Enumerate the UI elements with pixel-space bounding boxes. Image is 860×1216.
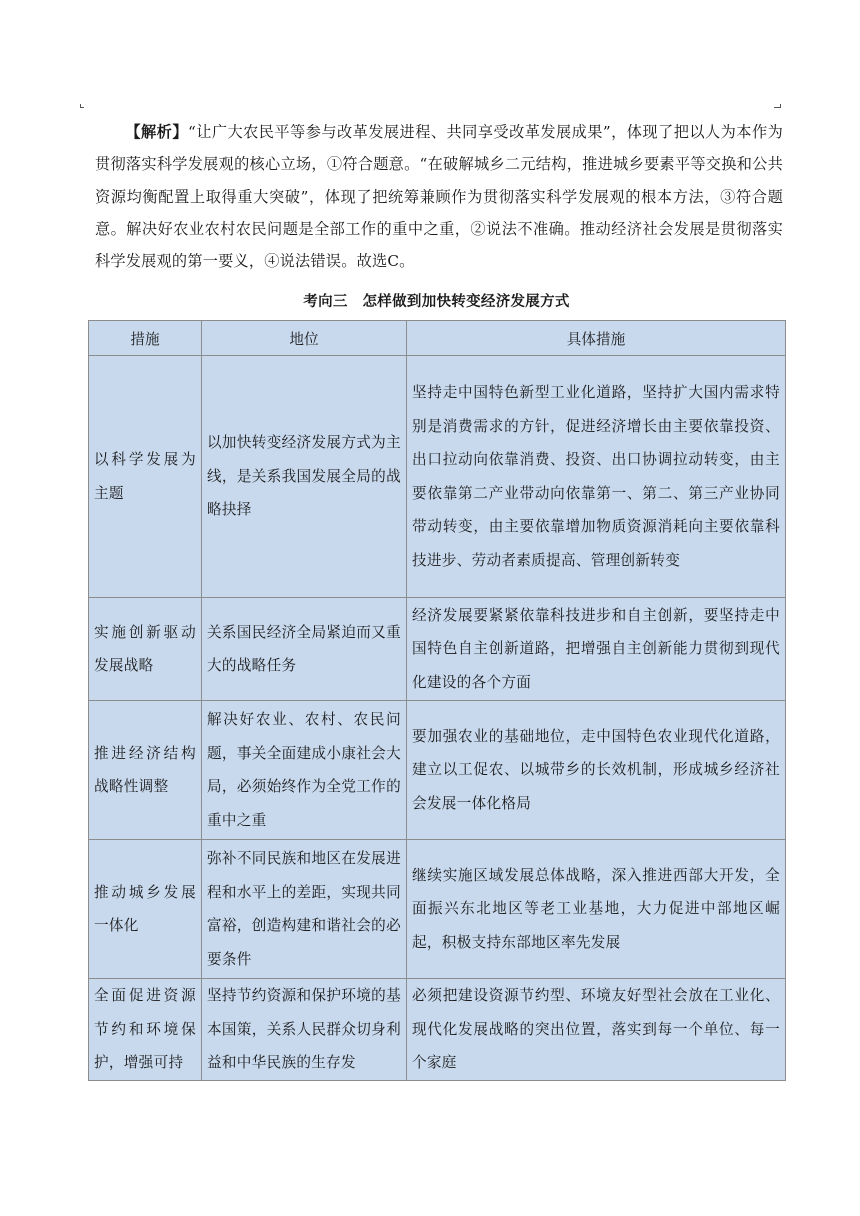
analysis-text: “让广大农民平等参与改革发展进程、共同享受改革发展成果”，体现了把以人为本作为贯彻落实科学发展观的核心立场，①符合题意。“在破解城乡二元结构，推进城乡要素平等交换和公共资源均衡配置上取得重大突破”，体现了把统筹兼顾作为贯彻落实科学发展观的根本方法，③符合题意。解决好农业农村农民问题是全部工作的重中之重，②说法不准确。推动经济社会发展是贯彻落实科学发展观的第一要义，④说法错误。故选C。: [95, 123, 783, 271]
table-row: [89, 840, 786, 979]
crop-mark-left: [80, 104, 84, 108]
cell-status: 关系国民经济全局紧迫而又重大的战略任务: [202, 598, 407, 701]
cell-measure: 以科学发展为主题: [89, 356, 202, 598]
cell-measure: 推进经济结构战略性调整: [89, 701, 202, 840]
table-row: [89, 598, 786, 701]
crop-mark-right: [774, 104, 781, 108]
cell-details: 经济发展要紧紧依靠科技进步和自主创新，要坚持走中国特色自主创新道路，把增强自主创新能力贯彻到现代化建设的各个方面: [407, 598, 786, 701]
table-title: 考向三 怎样做到加快转变经济发展方式: [303, 293, 570, 310]
analysis-paragraph: [95, 116, 783, 277]
table-row: [89, 979, 786, 1081]
analysis-label: 【解析】: [125, 123, 188, 141]
cell-measure: 推动城乡发展一体化: [89, 840, 202, 979]
table-row: [89, 356, 786, 598]
cell-status: 以加快转变经济发展方式为主线，是关系我国发展全局的战略抉择: [202, 356, 407, 598]
header-details: 具体措施: [407, 321, 786, 356]
cell-measure: 实施创新驱动发展战略: [89, 598, 202, 701]
cell-details: 要加强农业的基础地位，走中国特色农业现代化道路，建立以工促农、以城带乡的长效机制，形成城乡经济社会发展一体化格局: [407, 701, 786, 840]
cell-status: 弥补不同民族和地区在发展进程和水平上的差距，实现共同富裕，创造构建和谐社会的必要条件: [202, 840, 407, 979]
header-status: 地位: [202, 321, 407, 356]
cell-details: 坚持走中国特色新型工业化道路，坚持扩大国内需求特别是消费需求的方针，促进经济增长由主要依靠投资、出口拉动向依靠消费、投资、出口协调拉动转变，由主要依靠第二产业带动向依靠第一、第二、第三产业协同带动转变，由主要依靠增加物质资源消耗向主要依靠科技进步、劳动者素质提高、管理创新转变: [407, 356, 786, 598]
cell-details: 必须把建设资源节约型、环境友好型社会放在工业化、现代化发展战略的突出位置，落实到每一个单位、每一个家庭: [407, 979, 786, 1081]
cell-measure: 全面促进资源节约和环境保护，增强可持: [89, 979, 202, 1081]
measures-table: [88, 320, 786, 1081]
cell-details: 继续实施区域发展总体战略，深入推进西部大开发，全面振兴东北地区等老工业基地，大力促进中部地区崛起，积极支持东部地区率先发展: [407, 840, 786, 979]
table-row: [89, 701, 786, 840]
table-header-row: [89, 321, 786, 356]
cell-status: 坚持节约资源和保护环境的基本国策，关系人民群众切身利益和中华民族的生存发: [202, 979, 407, 1081]
cell-status: 解决好农业、农村、农民问题，事关全面建成小康社会大局，必须始终作为全党工作的重中之重: [202, 701, 407, 840]
header-measure: 措施: [89, 321, 202, 356]
